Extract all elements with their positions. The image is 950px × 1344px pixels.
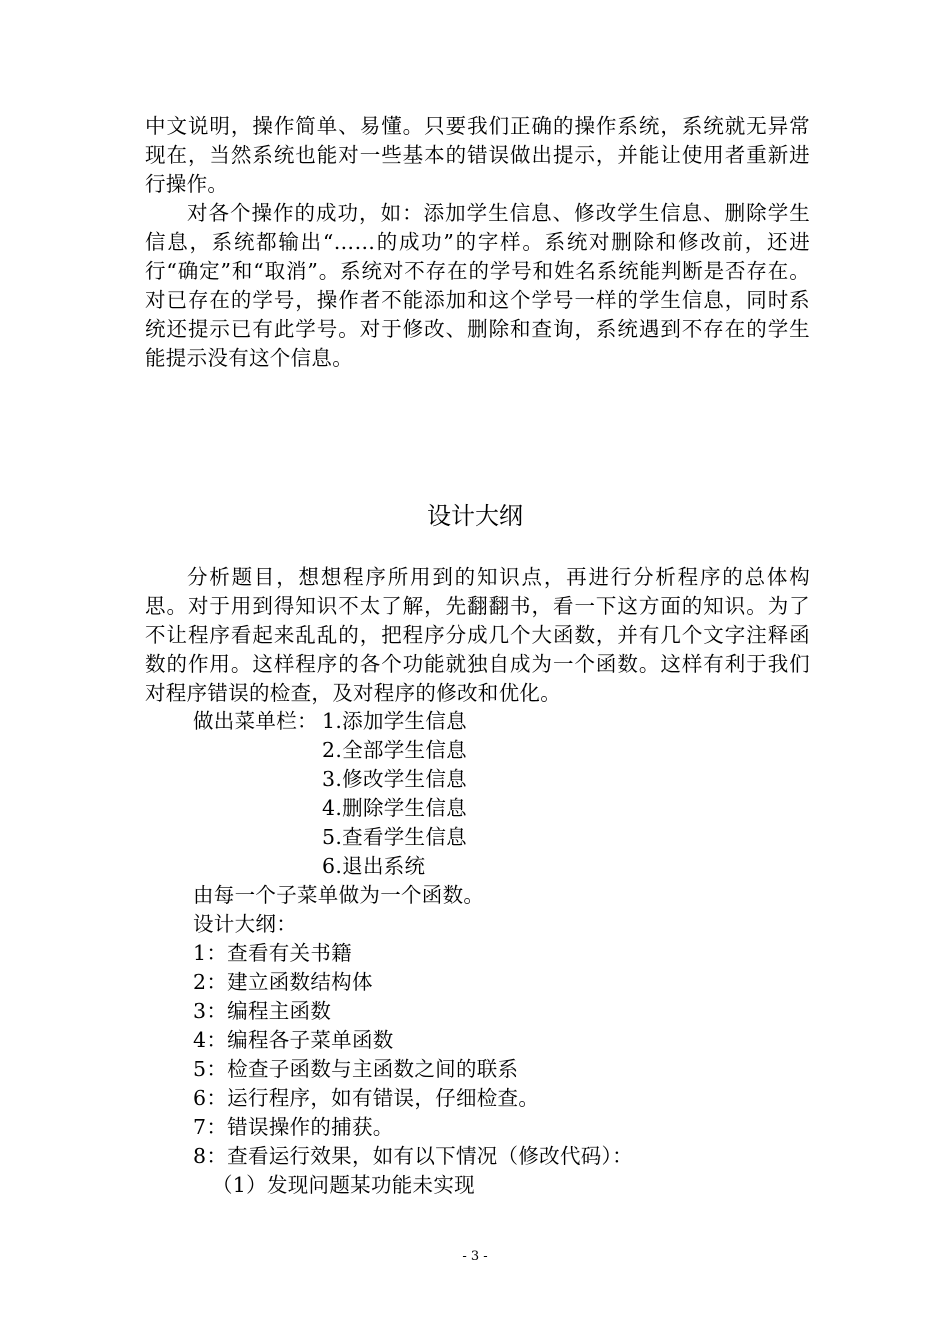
menu-item: 5.查看学生信息 xyxy=(322,825,467,849)
outline-item: 5：检查子函数与主函数之间的联系 xyxy=(193,1057,519,1081)
outline-item: 2：建立函数结构体 xyxy=(193,970,373,994)
outline-item: 8：查看运行效果，如有以下情况（修改代码）： xyxy=(193,1144,633,1168)
page-number: - 3 - xyxy=(462,1249,488,1264)
outline-item: 7：错误操作的捕获。 xyxy=(193,1115,394,1139)
menu-label: 做出菜单栏： xyxy=(193,709,318,733)
paragraph-analysis: 分析题目，想想程序所用到的知识点，再进行分析程序的总体构思。对于用到得知识不太了解，先翻翻书，看一下这方面的知识。为了不让程序看起来乱乱的，把程序分成几个大函数，并有几个文字注释函数的作用。这样程序的各个功能就独自成为一个函数。这样有利于我们对程序错误的检查，及对程序的修改和优化。 xyxy=(145,565,810,705)
outline-sub-item: （1）发现问题某功能未实现 xyxy=(212,1173,475,1197)
paragraph-intro-continuation: 中文说明，操作简单、易懂。只要我们正确的操作系统，系统就无异常现在，当然系统也能对一些基本的错误做出提示，并能让使用者重新进行操作。 xyxy=(145,114,810,196)
menu-item: 4.删除学生信息 xyxy=(322,796,467,820)
menu-item: 1.添加学生信息 xyxy=(322,709,467,733)
submenu-note: 由每一个子菜单做为一个函数。 xyxy=(193,883,485,907)
paragraph-success-feedback: 对各个操作的成功，如：添加学生信息、修改学生信息、删除学生信息，系统都输出“……的成功”的字样。系统对删除和修改前，还进行“确定”和“取消”。系统对不存在的学号和姓名系统能判断是否存在。对已存在的学号，操作者不能添加和这个学号一样的学生信息，同时系统还提示已有此学号。对于修改、删除和查询，系统遇到不存在的学生能提示没有这个信息。 xyxy=(145,201,810,370)
outline-item: 6：运行程序，如有错误，仔细检查。 xyxy=(193,1086,540,1110)
section-heading: 设计大纲 xyxy=(427,502,523,530)
menu-item: 6.退出系统 xyxy=(322,854,426,878)
outline-item: 3：编程主函数 xyxy=(193,999,332,1023)
menu-item: 3.修改学生信息 xyxy=(322,767,467,791)
menu-item: 2.全部学生信息 xyxy=(322,738,467,762)
outline-item: 1：查看有关书籍 xyxy=(193,941,352,965)
outline-label: 设计大纲： xyxy=(193,912,297,936)
outline-item: 4：编程各子菜单函数 xyxy=(193,1028,394,1052)
